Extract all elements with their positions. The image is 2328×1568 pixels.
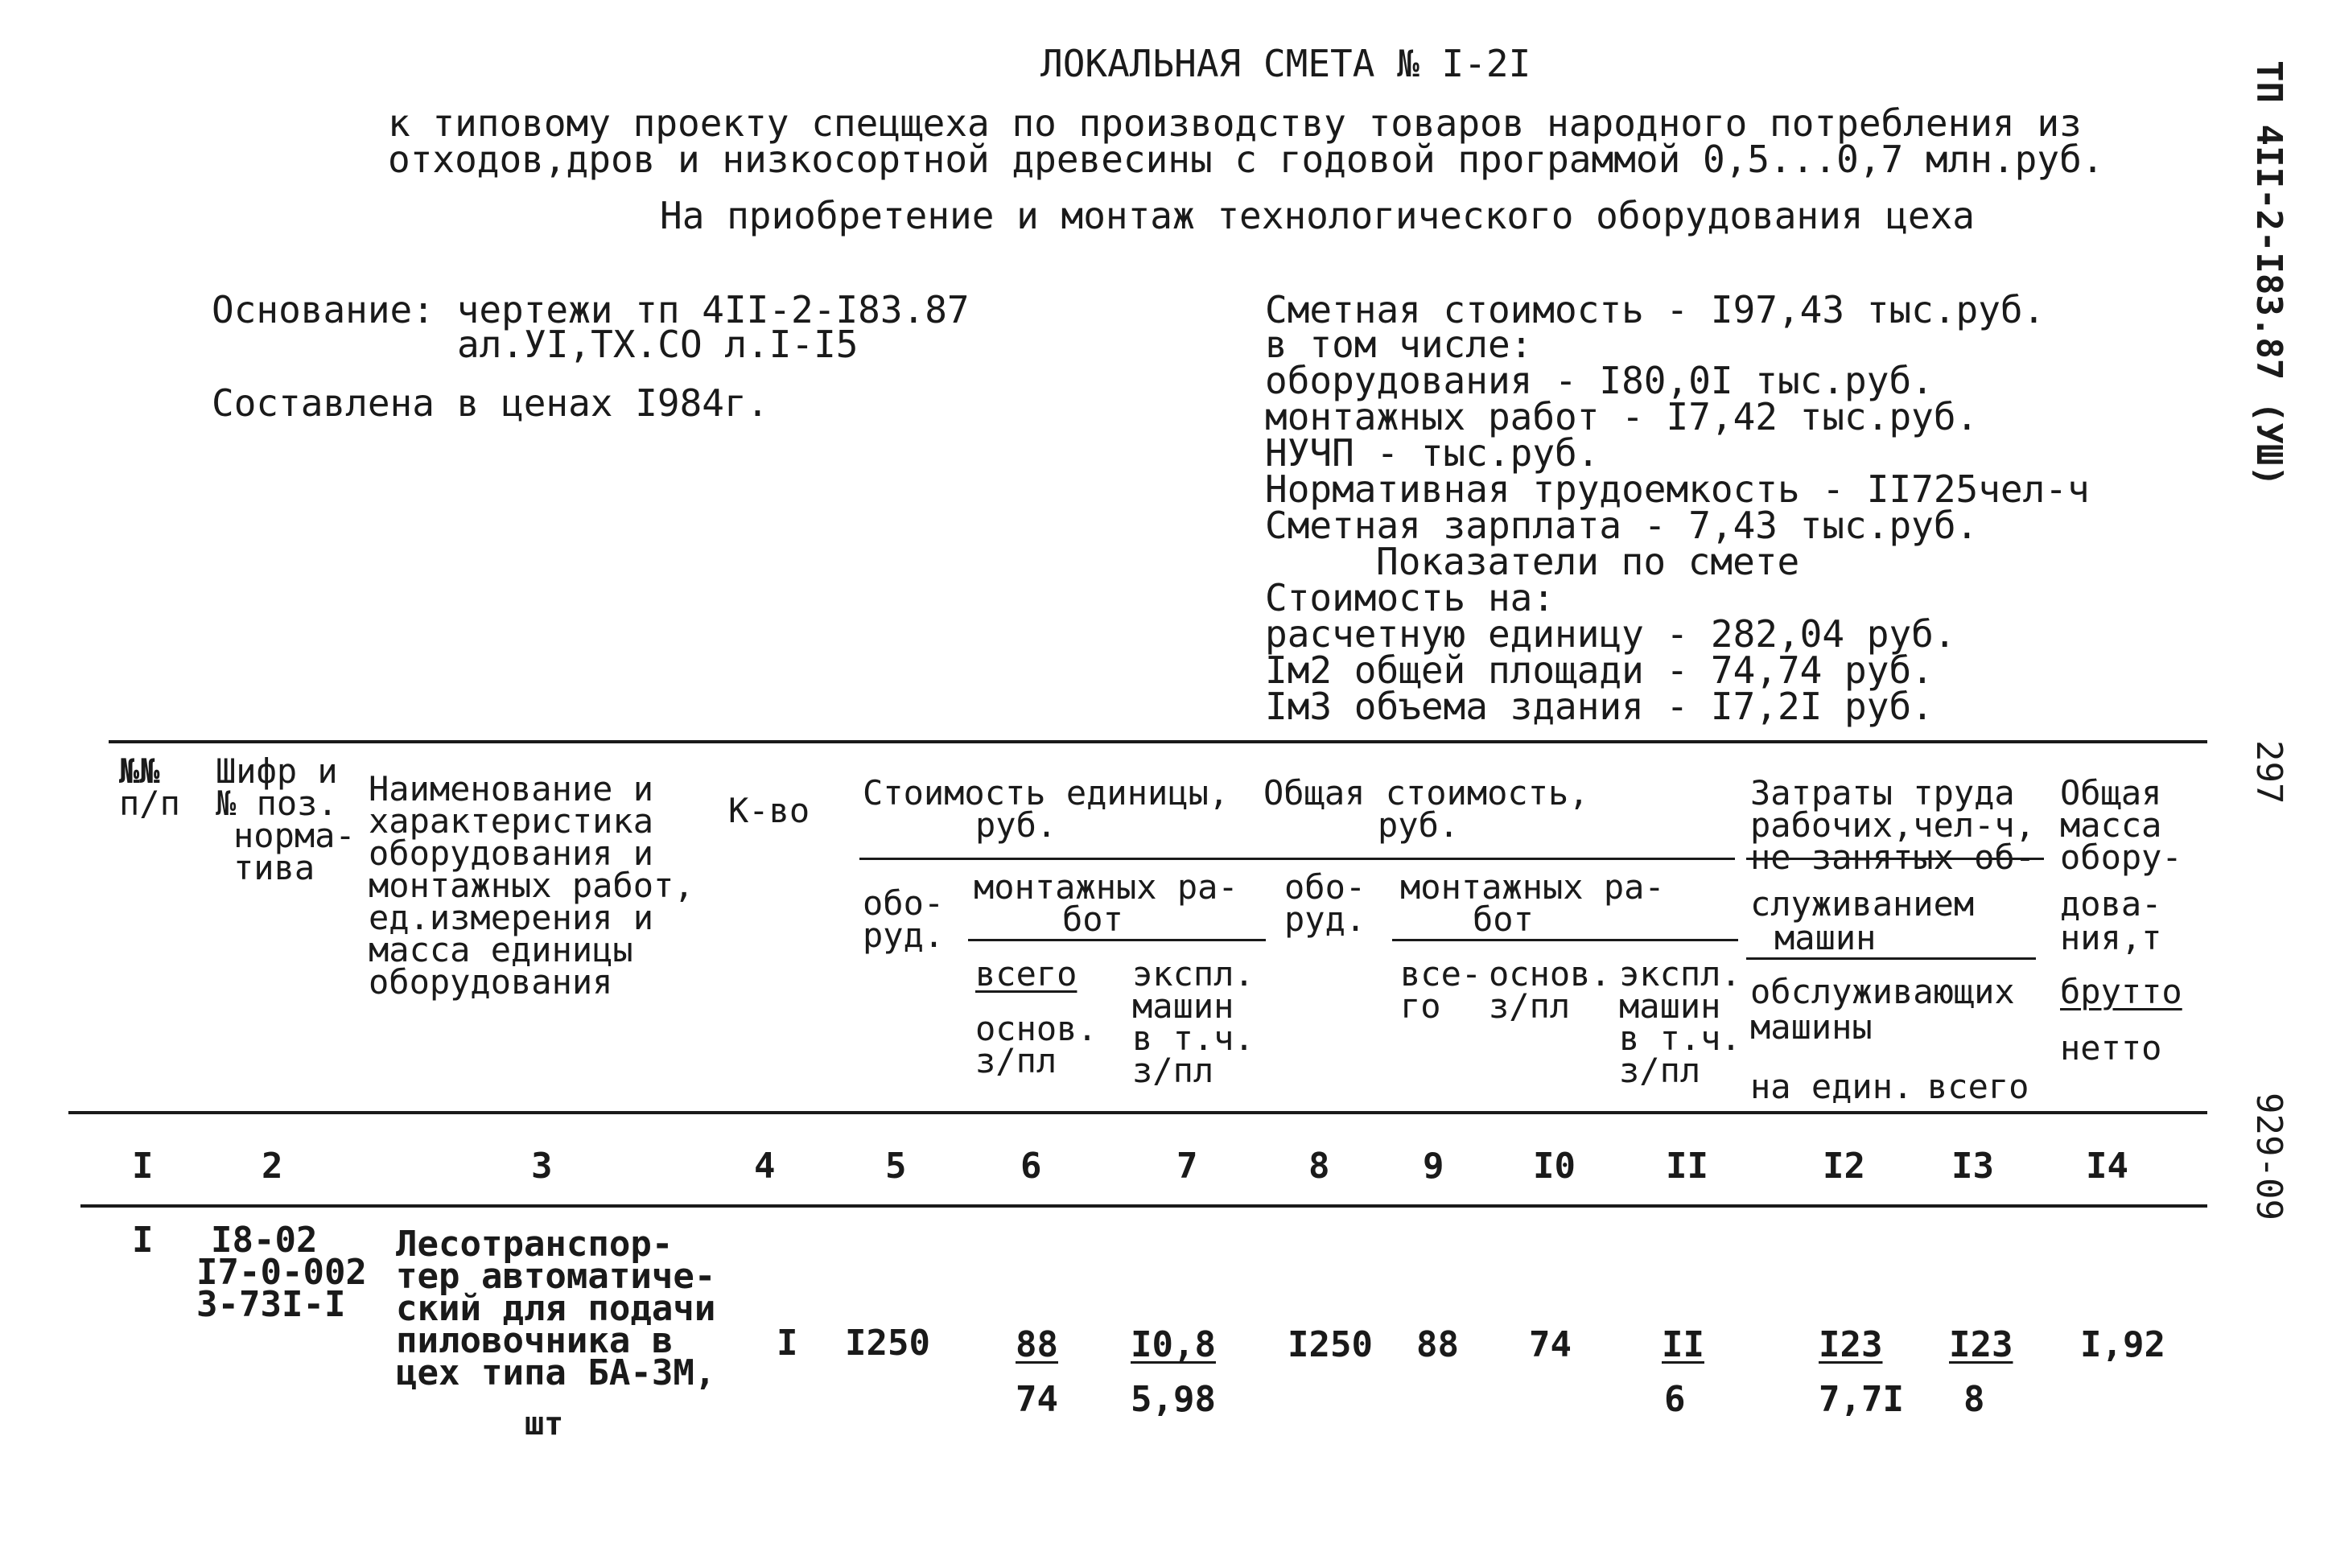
row-unit-install-total: 88 bbox=[1016, 1324, 1058, 1365]
mass-line5: ния,т bbox=[2060, 918, 2162, 957]
total-cost-currency: руб. bbox=[1378, 805, 1460, 845]
row-total-base-pay: 74 bbox=[1529, 1324, 1572, 1365]
row-name-line3: ский для подачи bbox=[396, 1288, 716, 1329]
basis-line-1: Основание: чертежи тп 4II-2-I83.87 bbox=[212, 288, 970, 331]
col11-line4: з/пл bbox=[1619, 1051, 1701, 1090]
subtitle-line-2: отходов,дров и низкосортной древесины с годовой программой 0,5...0,7 млн.руб. bbox=[388, 138, 2104, 181]
basis-line-2: ал.УI,ТХ.СО л.I-I5 bbox=[457, 323, 859, 366]
col11-line3: в т.ч. bbox=[1619, 1019, 1741, 1058]
col-num-11: II bbox=[1666, 1146, 1708, 1187]
col7-line3: в т.ч. bbox=[1132, 1019, 1255, 1058]
col2-line4: тива bbox=[233, 848, 315, 887]
cost-subheader-rule bbox=[859, 858, 1735, 860]
col9-line2: го bbox=[1400, 986, 1441, 1026]
row-total-equipment: I250 bbox=[1288, 1324, 1373, 1365]
labor-line1: Затраты труда bbox=[1750, 773, 2015, 813]
labor-serving-line1: обслуживающих bbox=[1750, 972, 2015, 1011]
labor-serving-line2: машины bbox=[1750, 1007, 1873, 1047]
col7-line1: экспл. bbox=[1132, 954, 1255, 994]
labor-line4: служиванием bbox=[1750, 884, 1975, 924]
mass-line4: дова- bbox=[2060, 884, 2162, 924]
col-num-3: 3 bbox=[531, 1146, 553, 1187]
col-num-4: 4 bbox=[754, 1146, 776, 1187]
col3-line7: оборудования bbox=[369, 962, 613, 1002]
row-quantity: I bbox=[777, 1323, 798, 1364]
col6-total-label: всего bbox=[975, 954, 1077, 994]
labor-line3: не занятых об- bbox=[1750, 838, 2036, 877]
col-num-7: 7 bbox=[1176, 1146, 1198, 1187]
row-labor-unit-serving: 7,7I bbox=[1819, 1379, 1904, 1420]
summary-equipment: оборудования - I80,0I тыс.руб. bbox=[1265, 359, 1934, 402]
col-num-6: 6 bbox=[1020, 1146, 1042, 1187]
labor-line2: рабочих,чел-ч, bbox=[1750, 805, 2036, 845]
col2-line3: норма- bbox=[233, 816, 356, 855]
unit-install-rule bbox=[968, 939, 1266, 941]
col-num-12: I2 bbox=[1823, 1146, 1865, 1187]
subtitle-line-1: к типовому проекту спецщеха по производству товаров народного потребления из bbox=[388, 101, 2082, 145]
row-name-line5: цех типа БА-3М, bbox=[396, 1352, 716, 1393]
col5-equip-line2: руд. bbox=[863, 916, 945, 955]
summary-per-unit: расчетную единицу - 282,04 руб. bbox=[1265, 612, 1956, 656]
summary-cost-per: Стоимость на: bbox=[1265, 576, 1555, 619]
summary-labor: Нормативная трудоемкость - II725чел-ч bbox=[1265, 467, 2090, 511]
margin-project-code: ТП 4II-2-I83.87 (УШ) bbox=[2248, 60, 2289, 487]
margin-page-number: 297 bbox=[2248, 740, 2289, 805]
col6-base-line2: з/пл bbox=[975, 1041, 1057, 1080]
summary-including: в том числе: bbox=[1265, 323, 1533, 366]
col-num-10: I0 bbox=[1533, 1146, 1576, 1187]
col-num-5: 5 bbox=[885, 1146, 907, 1187]
labor-per-unit-label: на един. bbox=[1750, 1067, 1914, 1106]
margin-sheet-number: 929-09 bbox=[2248, 1093, 2289, 1220]
col-num-14: I4 bbox=[2086, 1146, 2128, 1187]
unit-install-line1: монтажных ра- bbox=[974, 867, 1238, 907]
col-num-1: I bbox=[132, 1146, 154, 1187]
total-cost-header: Общая стоимость, bbox=[1263, 773, 1589, 813]
total-install-rule bbox=[1392, 939, 1738, 941]
labor-total-label: всего bbox=[1927, 1067, 2029, 1106]
row-total-machine-pay: 6 bbox=[1664, 1379, 1686, 1420]
summary-installation: монтажных работ - I7,42 тыс.руб. bbox=[1265, 395, 1979, 438]
document-title: ЛОКАЛЬНАЯ СМЕТА № I-2I bbox=[1040, 42, 1531, 85]
table-top-rule bbox=[109, 740, 2207, 743]
col11-line2: машин bbox=[1619, 986, 1721, 1026]
row-code-line3: 3-73I-I bbox=[196, 1284, 346, 1325]
row-mass: I,92 bbox=[2080, 1324, 2165, 1365]
mass-line1: Общая bbox=[2060, 773, 2162, 813]
col-num-13: I3 bbox=[1951, 1146, 1994, 1187]
purpose-line: На приобретение и монтаж технологического оборудования цеха bbox=[660, 194, 1975, 237]
mass-line3: обору- bbox=[2060, 838, 2182, 877]
col11-line1: экспл. bbox=[1619, 954, 1741, 994]
summary-cost: Сметная стоимость - I97,43 тыс.руб. bbox=[1265, 288, 2046, 331]
total-install-line2: бот bbox=[1473, 899, 1534, 939]
row-code-line1: I8-02 bbox=[211, 1220, 318, 1261]
col7-line4: з/пл bbox=[1132, 1051, 1214, 1090]
col3-line5: ед.измерения и bbox=[369, 898, 654, 937]
summary-nuchp: НУЧП - тыс.руб. bbox=[1265, 431, 1600, 475]
labor-machines-rule bbox=[1746, 957, 2036, 960]
col8-equip-line2: руд. bbox=[1284, 899, 1366, 939]
row-name-line1: Лесотранспор- bbox=[396, 1224, 674, 1265]
unit-cost-header: Стоимость единицы, bbox=[863, 773, 1230, 813]
row-number: I bbox=[132, 1220, 154, 1261]
row-code-line2: I7-0-002 bbox=[196, 1252, 367, 1293]
row-total-install: 88 bbox=[1416, 1324, 1459, 1365]
col6-base-line1: основ. bbox=[975, 1009, 1098, 1048]
col-num-9: 9 bbox=[1423, 1146, 1444, 1187]
col9-line1: все- bbox=[1400, 954, 1482, 994]
col3-line6: масса единицы bbox=[369, 930, 633, 969]
mass-net-label: нетто bbox=[2060, 1028, 2162, 1068]
summary-per-m3: Iм3 объема здания - I7,2I руб. bbox=[1265, 685, 1934, 728]
mass-line2: масса bbox=[2060, 805, 2162, 845]
unit-cost-currency: руб. bbox=[975, 805, 1057, 845]
summary-per-m2: Iм2 общей площади - 74,74 руб. bbox=[1265, 648, 1934, 692]
table-header-bottom-rule bbox=[68, 1111, 2207, 1114]
row-name-line4: пиловочника в bbox=[396, 1320, 674, 1361]
row-unit-base-pay: 74 bbox=[1016, 1379, 1058, 1420]
total-install-line1: монтажных ра- bbox=[1400, 867, 1665, 907]
unit-install-line2: бот bbox=[1062, 899, 1123, 939]
col1-line2: п/п bbox=[119, 784, 180, 823]
col2-line1: Шифр и bbox=[216, 751, 338, 791]
col3-line3: оборудования и bbox=[369, 833, 654, 873]
col3-line1: Наименование и bbox=[369, 769, 654, 809]
summary-indicators-title: Показатели по смете bbox=[1376, 540, 1800, 583]
row-name-unit: шт bbox=[525, 1405, 564, 1442]
col8-equip-line1: обо- bbox=[1284, 867, 1366, 907]
col-num-2: 2 bbox=[262, 1146, 283, 1187]
row-name-line2: тер автоматиче- bbox=[396, 1256, 716, 1297]
col3-line4: монтажных работ, bbox=[369, 866, 694, 905]
row-total-machine: II bbox=[1662, 1324, 1704, 1365]
labor-line5: машин bbox=[1774, 918, 1877, 957]
row-labor-unit: I23 bbox=[1819, 1324, 1883, 1365]
row-labor-total-serving: 8 bbox=[1963, 1379, 1985, 1420]
col2-line2: № поз. bbox=[216, 784, 338, 823]
col7-line2: машин bbox=[1132, 986, 1234, 1026]
row-labor-total: I23 bbox=[1949, 1324, 2013, 1365]
col4-quantity-header: К-во bbox=[728, 791, 810, 830]
summary-salary: Сметная зарплата - 7,43 тыс.руб. bbox=[1265, 504, 1979, 547]
col5-equip-line1: обо- bbox=[863, 883, 945, 923]
column-numbers-rule bbox=[80, 1204, 2207, 1208]
row-unit-equipment: I250 bbox=[845, 1323, 930, 1364]
col-num-8: 8 bbox=[1308, 1146, 1330, 1187]
col10-line2: з/пл bbox=[1489, 986, 1571, 1026]
mass-gross-label: брутто bbox=[2060, 972, 2182, 1011]
col3-line2: характеристика bbox=[369, 801, 654, 841]
col10-line1: основ. bbox=[1489, 954, 1611, 994]
col1-line1: №№ bbox=[119, 751, 160, 791]
row-unit-machine: I0,8 bbox=[1131, 1324, 1216, 1365]
row-unit-machine-pay: 5,98 bbox=[1131, 1379, 1216, 1420]
prices-line: Составлена в ценах I984г. bbox=[212, 381, 769, 425]
